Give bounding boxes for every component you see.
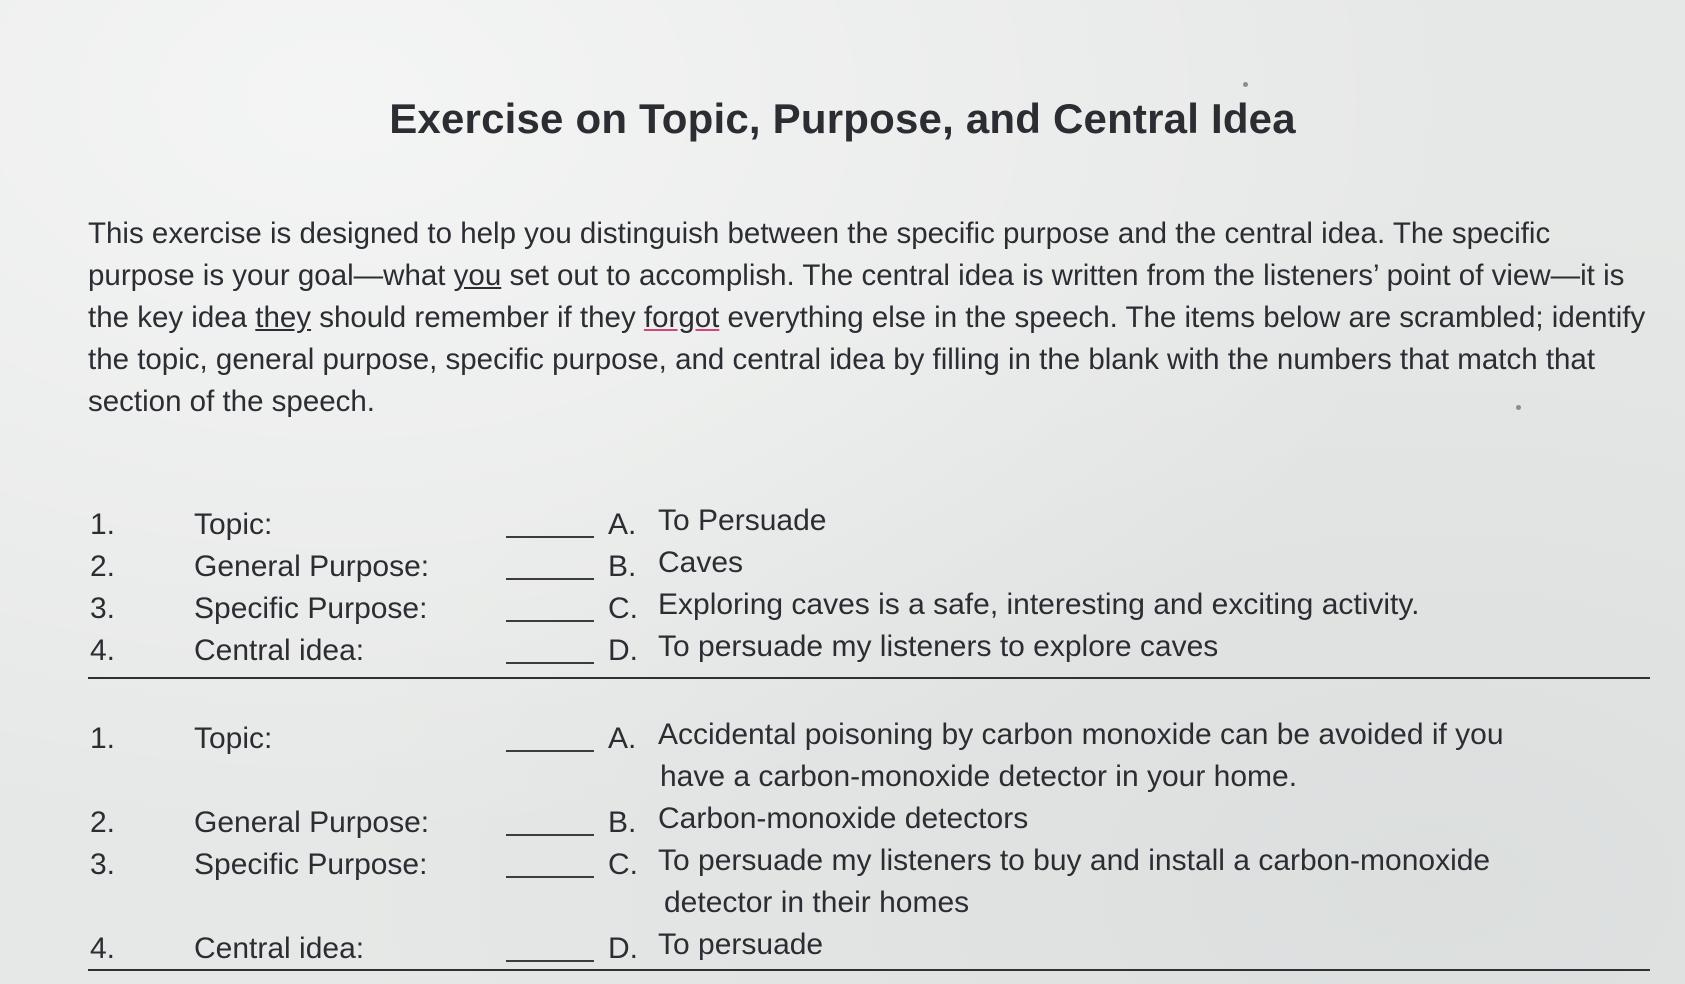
intro-text-3: should remember if they <box>311 301 644 334</box>
section-divider <box>88 677 1650 679</box>
answer-blank[interactable] <box>506 620 594 622</box>
answer-blank[interactable] <box>506 876 594 878</box>
answer-blank[interactable] <box>506 834 594 836</box>
item-number: 1. <box>90 508 116 541</box>
option-text-line-1: Accidental poisoning by carbon monoxide can be avoided if you <box>658 718 1504 751</box>
item-number: 2. <box>90 550 116 583</box>
item-label: Specific Purpose: <box>194 848 428 881</box>
item-number: 4. <box>90 932 116 965</box>
option-letter: D. <box>608 634 638 667</box>
option-letter: B. <box>608 550 637 583</box>
exercise-section-carbon-monoxide <box>88 718 1650 972</box>
instructions-paragraph <box>88 213 1648 423</box>
answer-blank[interactable] <box>506 578 594 580</box>
item-label: Specific Purpose: <box>194 592 428 625</box>
option-letter: A. <box>608 722 637 755</box>
answer-blank[interactable] <box>506 960 594 962</box>
item-label: Topic: <box>194 508 273 541</box>
option-text: Exploring caves is a safe, interesting and exciting activity. <box>658 588 1420 621</box>
intro-text-1: This exercise is designed to help you distinguish between the specific purpose and the central idea. The specific purpose is your goal—what <box>88 217 1551 292</box>
item-row-central-idea <box>88 928 1650 974</box>
item-label: Central idea: <box>194 634 365 667</box>
option-letter: B. <box>608 806 637 839</box>
option-letter: C. <box>608 848 638 881</box>
option-text: Carbon-monoxide detectors <box>658 802 1029 835</box>
option-text-line-1: To persuade my listeners to buy and install a carbon-monoxide <box>658 844 1491 877</box>
page-title: Exercise on Topic, Purpose, and Central Idea <box>389 95 1296 142</box>
item-number: 2. <box>90 806 116 839</box>
answer-blank[interactable] <box>506 750 594 752</box>
item-number: 3. <box>90 592 116 625</box>
paper-speck <box>1243 82 1248 87</box>
exercise-section-caves <box>88 504 1650 678</box>
option-text: To persuade my listeners to explore caves <box>658 630 1219 663</box>
item-row-topic <box>88 718 1650 793</box>
answer-blank[interactable] <box>506 662 594 664</box>
item-row-specific-purpose <box>88 844 1650 919</box>
item-label: Central idea: <box>194 932 365 965</box>
section-divider <box>88 969 1650 971</box>
underlined-you: you <box>453 259 502 292</box>
item-row-central-idea <box>88 630 1650 676</box>
item-label: General Purpose: <box>194 806 430 839</box>
intro-text-4: everything else in the speech. The items below are scrambled; identify the topic, general purpose, specific purpose, and central idea by filling in the blank with the numbers that match that section of the speech. <box>88 301 1646 418</box>
option-letter: D. <box>608 932 638 965</box>
underlined-they: they <box>255 301 312 334</box>
option-text: Caves <box>658 546 744 579</box>
paper-speck <box>1516 405 1521 410</box>
item-label: General Purpose: <box>194 550 430 583</box>
intro-text-2: set out to accomplish. The central idea is written from the listeners’ point of view—it is the key idea <box>88 259 1625 334</box>
item-number: 3. <box>90 848 116 881</box>
option-text: To Persuade <box>658 504 827 537</box>
option-text: To persuade <box>658 928 824 961</box>
answer-blank[interactable] <box>506 536 594 538</box>
item-label: Topic: <box>194 722 273 755</box>
option-text-line-2: have a carbon-monoxide detector in your home. <box>660 760 1298 793</box>
option-letter: A. <box>608 508 637 541</box>
option-letter: C. <box>608 592 638 625</box>
underlined-forgot: forgot <box>643 301 720 334</box>
option-text-line-2: detector in their homes <box>664 886 970 919</box>
item-number: 1. <box>90 722 116 755</box>
item-number: 4. <box>90 634 116 667</box>
